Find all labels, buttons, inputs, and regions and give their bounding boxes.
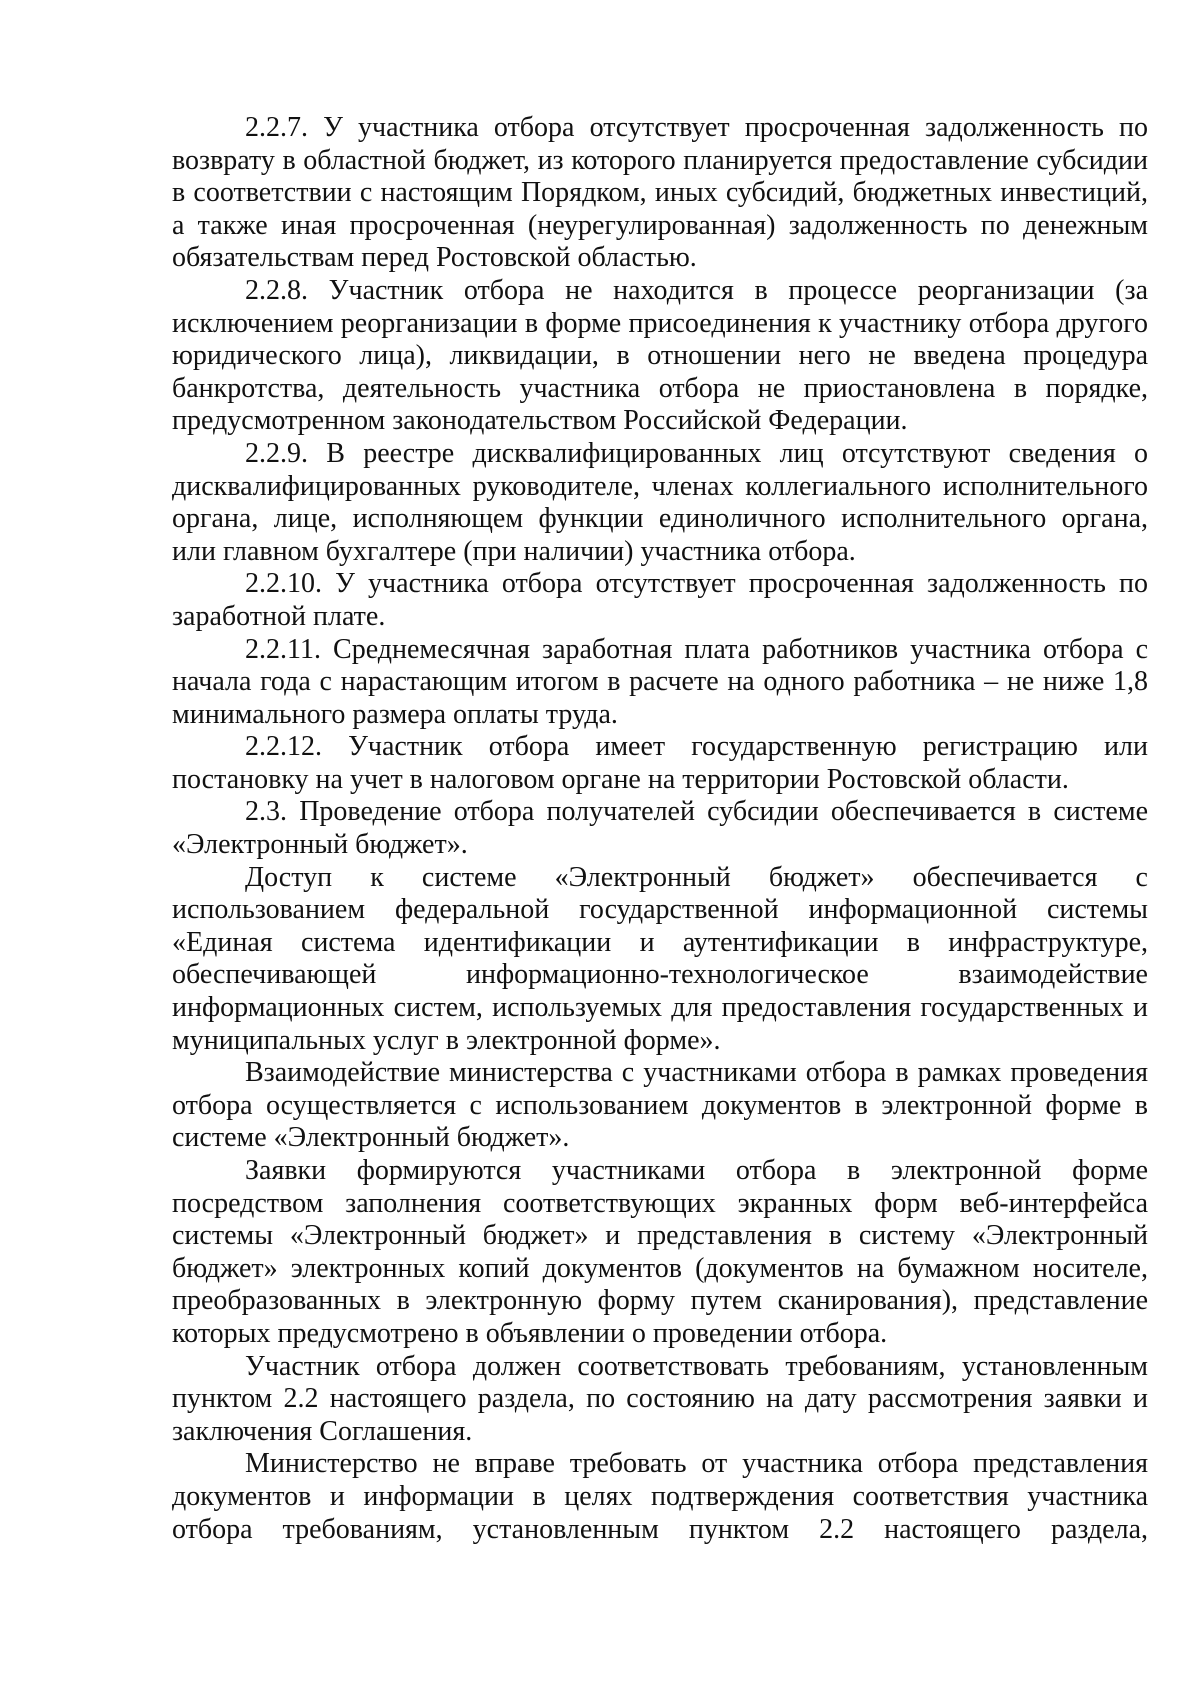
paragraph-2-2-8: 2.2.8. Участник отбора не находится в процессе реорганизации (за исключением реорганизации в форме присоединения к участнику отбора другого юридического лица), ликвидации, в отношении него не введена процедура банкротства, деятельность участника отбора не приостановлена в порядке, предусмотренном законодательством Российской Федерации. bbox=[172, 274, 1148, 437]
paragraph-2-2-10: 2.2.10. У участника отбора отсутствует просроченная задолженность по заработной плате. bbox=[172, 568, 1148, 632]
paragraph-system-access: Доступ к системе «Электронный бюджет» обеспечивается с использованием федеральной государственной информационной системы «Единая система идентификации и аутентификации в инфраструктуре, обеспечивающей информационно-технологическое взаимодействие информационных систем, используемых для предоставления государственных и муниципальных услуг в электронной форме». bbox=[172, 861, 1148, 1056]
document-page bbox=[172, 112, 1148, 1546]
paragraph-2-3: 2.3. Проведение отбора получателей субсидии обеспечивается в системе «Электронный бюджет». bbox=[172, 796, 1148, 861]
paragraph-ministry-restrictions: Министерство не вправе требовать от участника отбора представления документов и информации в целях подтверждения соответствия участника отбора требованиям, установленным пунктом 2.2 настоящего раздела, bbox=[172, 1448, 1148, 1545]
paragraph-2-2-9: 2.2.9. В реестре дисквалифицированных лиц отсутствуют сведения о дисквалифицированных руководителе, членах коллегиального исполнительного органа, лице, исполняющем функции единоличного исполнительного органа, или главном бухгалтере (при наличии) участника отбора. bbox=[172, 437, 1148, 567]
paragraph-2-2-11: 2.2.11. Среднемесячная заработная плата работников участника отбора с начала года с нарастающим итогом в расчете на одного работника – не ниже 1,8 минимального размера оплаты труда. bbox=[172, 633, 1148, 730]
paragraph-participant-compliance: Участник отбора должен соответствовать требованиям, установленным пунктом 2.2 настоящего раздела, по состоянию на дату рассмотрения заявки и заключения Соглашения. bbox=[172, 1350, 1148, 1447]
paragraph-2-2-12: 2.2.12. Участник отбора имеет государственную регистрацию или постановку на учет в налоговом органе на территории Ростовской области. bbox=[172, 731, 1148, 795]
paragraph-ministry-interaction: Взаимодействие министерства с участниками отбора в рамках проведения отбора осуществляется с использованием документов в электронной форме в системе «Электронный бюджет». bbox=[172, 1057, 1148, 1154]
paragraph-2-2-7: 2.2.7. У участника отбора отсутствует просроченная задолженность по возврату в областной бюджет, из которого планируется предоставление субсидии в соответствии с настоящим Порядком, иных субсидий, бюджетных инвестиций, а также иная просроченная (неурегулированная) задолженность по денежным обязательствам перед Ростовской областью. bbox=[172, 112, 1148, 274]
paragraph-applications: Заявки формируются участниками отбора в электронной форме посредством заполнения соответствующих экранных форм веб-интерфейса системы «Электронный бюджет» и представления в систему «Электронный бюджет» электронных копий документов (документов на бумажном носителе, преобразованных в электронную форму путем сканирования), представление которых предусмотрено в объявлении о проведении отбора. bbox=[172, 1155, 1148, 1349]
